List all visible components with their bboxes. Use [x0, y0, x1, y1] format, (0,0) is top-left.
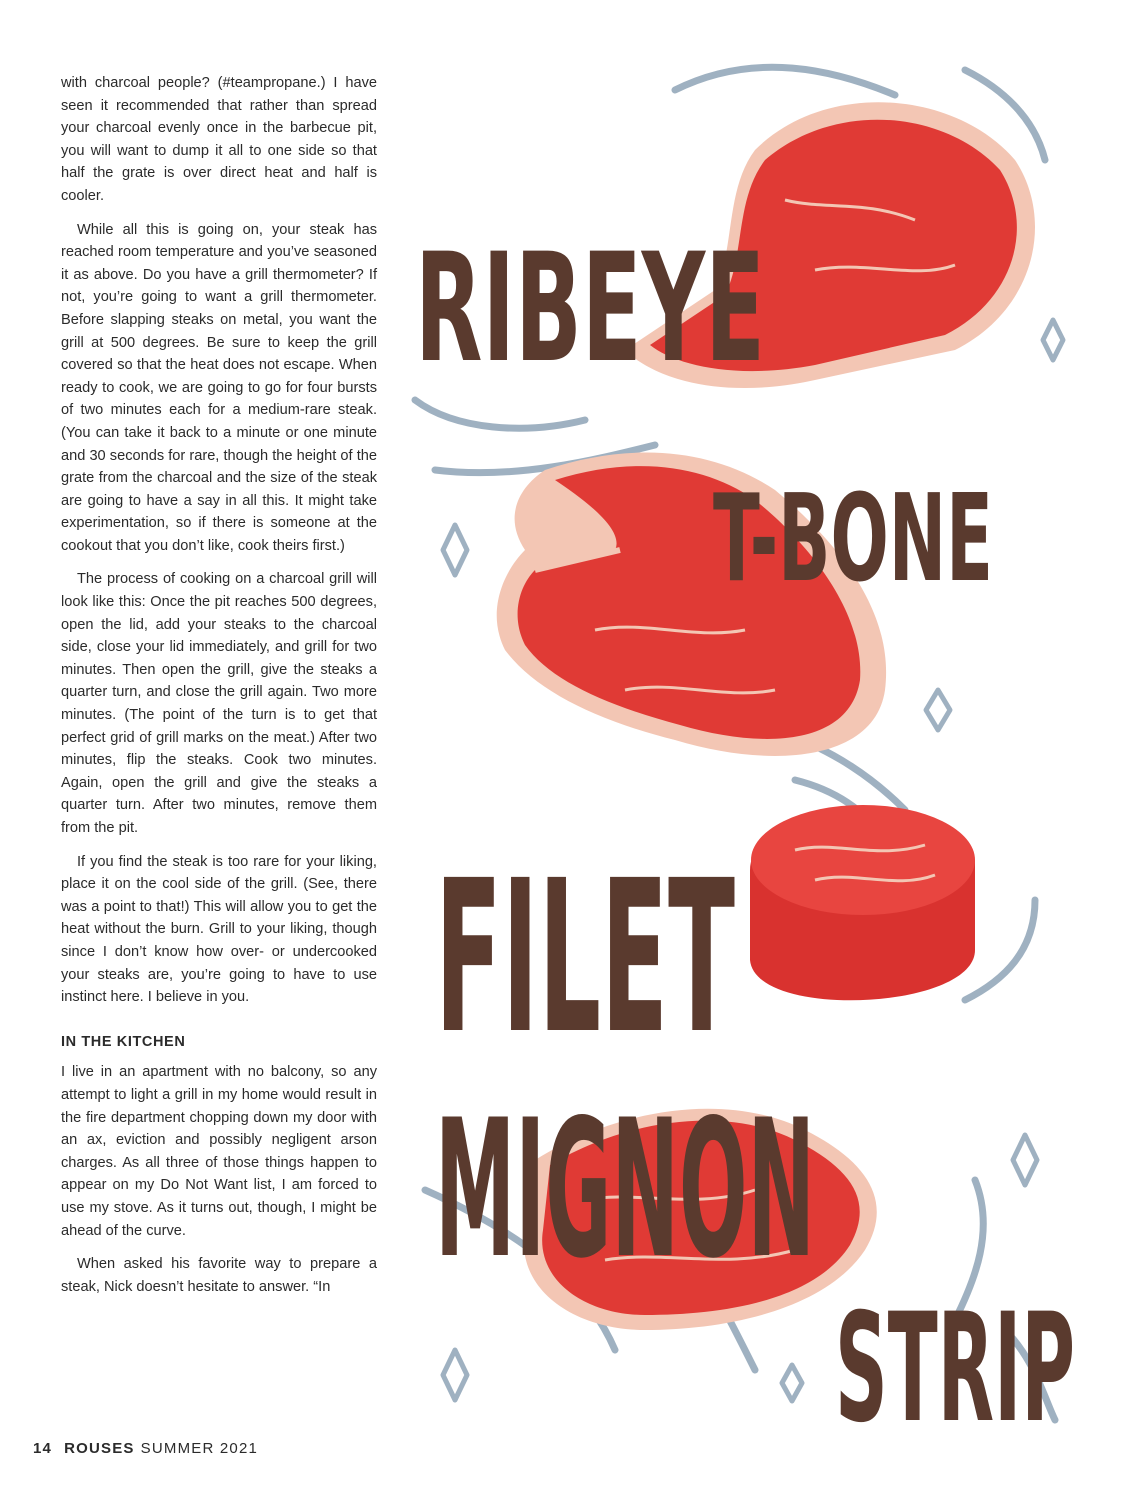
issue-label: SUMMER 2021 [140, 1440, 259, 1457]
illustration-svg [395, 50, 1095, 1430]
magazine-brand: ROUSES [64, 1440, 135, 1457]
steak-cuts-illustration [395, 50, 1095, 1430]
filet-mignon-icon [750, 805, 975, 1000]
mignon-label: MIGNON [435, 1079, 815, 1300]
page-number: 14 [33, 1440, 53, 1457]
swirl-line [675, 67, 895, 95]
swirl-line [965, 900, 1035, 1000]
paragraph: I live in an apartment with no balcony, so any attempt to light a grill in my home would result in the fire department chopping down my door with an ax, eviction and possibly negligent arson charges. As all three of those things happen to appear on my Do Not Want list, I am forced to use my stove. As it turns out, though, I might be ahead of the curve. [61, 1064, 377, 1239]
sparkle-icon [1013, 1135, 1037, 1185]
paragraph: The process of cooking on a charcoal grill will look like this: Once the pit reaches 500 degrees, open the lid, add your steaks to the charcoal side, close your lid immediately, and grill for two minutes. Then open the grill, give the steaks a quarter turn, and close the grill again. Two more minutes. (The point of the turn is to get that perfect grid of grill marks on the meat.) After two minutes, flip the steaks. Cook two minutes. Again, open the grill and give the steaks a quarter turn. After two minutes, remove them from the pit. [61, 571, 377, 836]
sparkle-icon [782, 1365, 802, 1401]
page-footer [33, 1440, 258, 1457]
paragraph: When asked his favorite way to prepare a steak, Nick doesn’t hesitate to answer. “In [61, 1256, 377, 1295]
tbone-label-top: T-BONE [713, 470, 993, 609]
ribeye-label: RIBEYE [415, 222, 765, 396]
sparkle-icon [926, 690, 950, 730]
swirl-line [415, 400, 585, 428]
section-heading: IN THE KITCHEN [61, 1033, 186, 1050]
filet-label: FILET [435, 835, 735, 1080]
paragraph: with charcoal people? (#teampropane.) I have seen it recommended that rather than spread your charcoal evenly once in the barbecue pit, you will want to dump it all to one side so that half the grate is over direct heat and half is cooler. [61, 75, 377, 204]
paragraph: While all this is going on, your steak has reached room temperature and you’ve seasoned it as above. Do you have a grill thermometer? If not, you’re going to want a grill thermometer. Before slapping steaks on metal, you want the grill at 500 degrees. Be sure to keep the grill covered so that the heat does not escape. When ready to cook, we are going to go for four bursts of two minutes each for a medium-rare steak. (You can take it back to a minute or one minute and 30 seconds for rare, though the height of the grate from the charcoal and the size of the steak are going to have a say in all this. It might take experimentation, so if there is someone at the cookout that you don’t like, cook theirs first.) [61, 221, 377, 554]
article-text [61, 72, 377, 1309]
paragraph: If you find the steak is too rare for your liking, place it on the cool side of the grill. (See, there was a point to that!) This will allow you to get the heat without the burn. Grill to your liking, though since I don’t know how over- or undercooked your steaks are, you’re going to have to use instinct here. I believe in you. [61, 853, 377, 1006]
sparkle-icon [1043, 320, 1063, 360]
sparkle-icon [443, 1350, 467, 1400]
sparkle-icon [443, 525, 467, 575]
strip-label: STRIP [835, 1282, 1075, 1430]
